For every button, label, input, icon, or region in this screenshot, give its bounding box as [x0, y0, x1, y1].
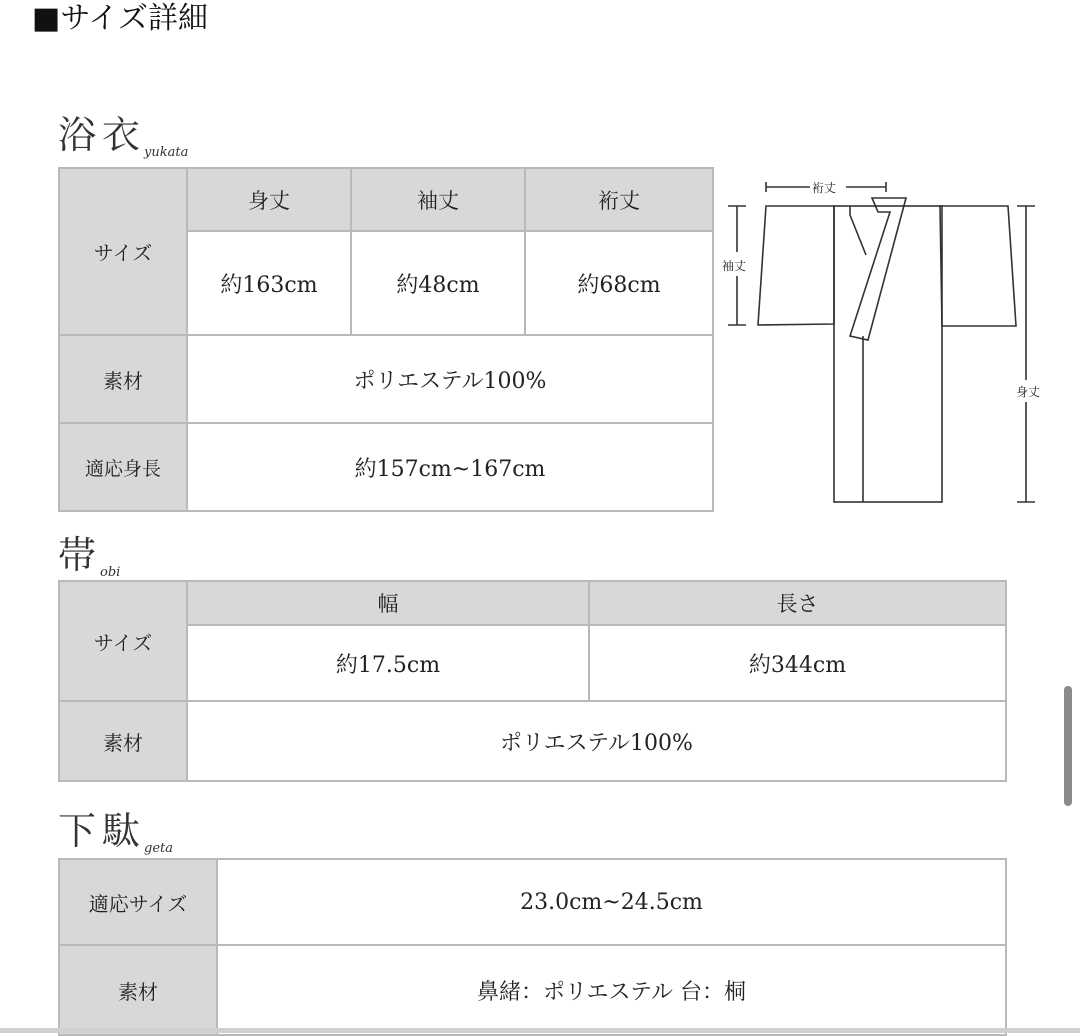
- yukata-material-value: ポリエステル100%: [187, 335, 713, 423]
- obi-value-haba: 約17.5cm: [187, 625, 589, 701]
- obi-material-value: ポリエステル100%: [187, 701, 1006, 781]
- geta-material-value: 鼻緒：ポリエステル 台：桐: [217, 945, 1006, 1035]
- obi-title-script: obi: [100, 565, 121, 580]
- body-shape: [834, 206, 942, 502]
- page-heading: ■サイズ詳細: [32, 1, 208, 36]
- obi-value-nagasa: 約344cm: [589, 625, 1006, 701]
- right-sleeve-shape: [940, 206, 1016, 326]
- yukata-diagram: [712, 170, 1052, 515]
- yukata-col-mitake: 身丈: [187, 168, 351, 231]
- bottom-divider: [0, 1028, 1080, 1033]
- yukata-value-sodetake: 約48cm: [351, 231, 525, 335]
- collar-left: [850, 206, 866, 255]
- geta-section-title: [58, 800, 173, 855]
- obi-size-label: サイズ: [59, 581, 187, 701]
- yukata-title: 浴衣: [58, 113, 147, 157]
- geta-title-script: geta: [144, 841, 174, 856]
- obi-title: 帯: [58, 533, 103, 577]
- obi-material-label: 素材: [59, 701, 187, 781]
- obi-col-nagasa: 長さ: [589, 581, 1006, 625]
- geta-material-label: 素材: [59, 945, 217, 1035]
- yukata-material-label: 素材: [59, 335, 187, 423]
- yukata-height-value: 約157cm~167cm: [187, 423, 713, 511]
- yukata-title-script: yukata: [144, 145, 189, 160]
- yukata-section-title: [58, 104, 188, 159]
- yukata-col-yukitake: 裄丈: [525, 168, 713, 231]
- yukata-size-label: サイズ: [59, 168, 187, 335]
- yukata-value-mitake: 約163cm: [187, 231, 351, 335]
- yukata-col-sodetake: 袖丈: [351, 168, 525, 231]
- obi-col-haba: 幅: [187, 581, 589, 625]
- collar-band: [850, 198, 906, 340]
- yukata-height-label: 適応身長: [59, 423, 187, 511]
- diagram-label-sodetake: 袖丈: [722, 259, 747, 273]
- scrollbar-thumb[interactable]: [1064, 686, 1072, 806]
- yukata-value-yukitake: 約68cm: [525, 231, 713, 335]
- geta-size-value: 23.0cm~24.5cm: [217, 859, 1006, 945]
- diagram-label-mitake: 身丈: [1016, 385, 1041, 399]
- diagram-label-yukitake: 裄丈: [812, 181, 837, 195]
- geta-size-table: [58, 858, 1007, 1036]
- left-sleeve-shape: [758, 206, 834, 325]
- geta-size-label: 適応サイズ: [59, 859, 217, 945]
- yukata-size-table: [58, 167, 714, 512]
- obi-size-table: [58, 580, 1007, 782]
- geta-title: 下駄: [58, 809, 147, 853]
- obi-section-title: [58, 524, 120, 579]
